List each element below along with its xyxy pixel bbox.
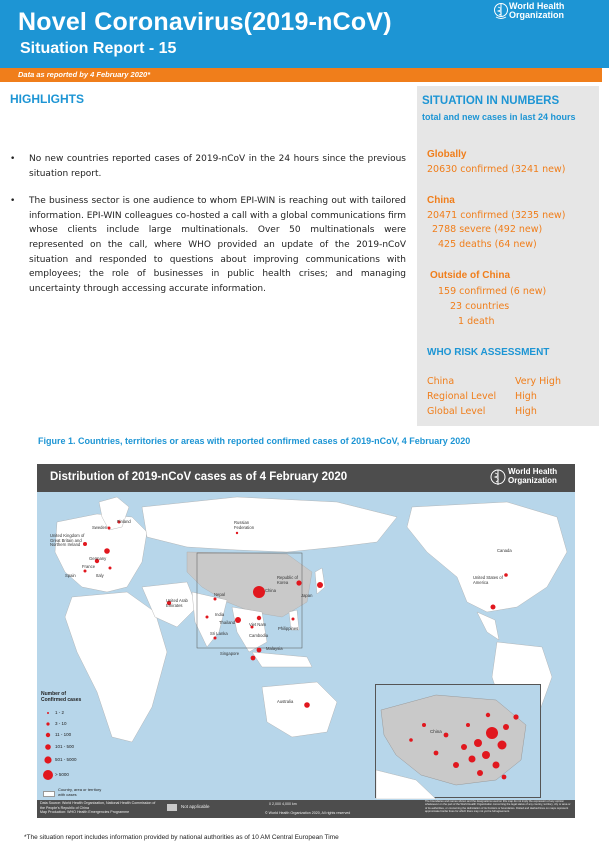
inset-marker bbox=[503, 724, 509, 730]
label-australia: Australia bbox=[277, 699, 294, 704]
risk-title: WHO RISK ASSESSMENT bbox=[427, 347, 550, 358]
globally-label: Globally bbox=[427, 149, 467, 160]
map-title-bar bbox=[37, 464, 575, 492]
risk-level-value: Very High bbox=[515, 376, 561, 387]
legend-marker-3 bbox=[46, 733, 50, 737]
label-korea: Republic of Korea bbox=[277, 575, 298, 585]
inset-marker bbox=[502, 775, 507, 780]
legend-marker-2 bbox=[46, 722, 49, 725]
label-srilanka: Sri Lanka bbox=[210, 631, 228, 636]
label-thailand: Thailand bbox=[219, 620, 236, 625]
case-marker-philippines bbox=[292, 618, 295, 621]
legend-country-note: Country, area or territory with cases bbox=[58, 787, 102, 797]
label-vietnam: Viet Nam bbox=[249, 622, 267, 627]
map-who-line1: World Health bbox=[508, 467, 558, 476]
highlights-list bbox=[10, 152, 406, 309]
highlights-heading: HIGHLIGHTS bbox=[10, 92, 84, 106]
inset-marker bbox=[477, 770, 483, 776]
china-inset-map bbox=[375, 684, 541, 798]
inset-marker bbox=[482, 751, 490, 759]
case-marker-singapore bbox=[251, 656, 256, 661]
risk-level-label: China bbox=[427, 376, 455, 387]
label-russia: Russian Federation bbox=[234, 520, 255, 530]
report-header bbox=[0, 0, 609, 68]
china-label: China bbox=[427, 195, 455, 206]
case-marker-sweden bbox=[108, 527, 111, 530]
label-italy: Italy bbox=[96, 573, 104, 578]
legend-marker-5 bbox=[44, 756, 51, 763]
inset-marker bbox=[453, 762, 459, 768]
map-title: Distribution of 2019-nCoV cases as of 4 February 2020 bbox=[50, 471, 348, 483]
legend-item: 101 - 500 bbox=[55, 744, 75, 749]
map-scale: 0 2,000 4,000 km bbox=[269, 802, 297, 806]
legend-item: 501 - 5000 bbox=[55, 757, 77, 762]
china-confirmed: 20471 confirmed (3235 new) bbox=[427, 210, 566, 221]
label-uae: United Arab Emirates bbox=[166, 598, 188, 608]
case-marker-australia bbox=[304, 702, 310, 708]
highlight-bullet: • No new countries reported cases of 2019-nCoV in the 24 hours since the previous situation report. bbox=[10, 152, 406, 181]
inset-marker bbox=[469, 756, 476, 763]
case-marker-russia bbox=[236, 532, 238, 534]
map-disclaimer: The boundaries and names shown and the designations used on this map do not imply the expression of any opinion whatsoever on the part of the World Health Organization concerning the legal status of any country, territory, city or area or of its authorities, or concerning the delimitation of its frontiers or boundaries. Dotted and dashed lines on maps represent approximate border lines for which there may not yet be full agreement. bbox=[425, 800, 571, 814]
who-emblem-icon bbox=[493, 2, 509, 20]
highlight-bullet: • The business sector is one audience to whom EPI-WIN is reaching out with tailored information. EPI-WIN colleagues co-hosted a call with a global communications firm whose clients include large multinationals. Over 50 multinationals were represented on the call, where WHO provided an update of the 2019-nCoV situation and responded to questions about improving communications with employees; the role of businesses in public health crises; and managing uncertainty through accessing accurate information. bbox=[10, 194, 406, 296]
case-marker-china bbox=[253, 586, 265, 598]
case-marker-malaysia bbox=[257, 648, 262, 653]
inset-marker bbox=[474, 739, 482, 747]
china-inset-svg bbox=[376, 685, 542, 799]
china-deaths: 425 deaths (64 new) bbox=[438, 239, 537, 250]
risk-level-value: High bbox=[515, 391, 537, 402]
who-emblem-icon bbox=[489, 468, 507, 488]
legend-country-swatch bbox=[43, 791, 55, 797]
reported-date-bar bbox=[0, 68, 602, 82]
risk-level-value: High bbox=[515, 406, 537, 417]
japan-landmass bbox=[315, 568, 325, 594]
case-distribution-map bbox=[37, 464, 575, 818]
risk-level-label: Global Level bbox=[427, 406, 486, 417]
inset-marker bbox=[486, 713, 490, 717]
inset-marker bbox=[466, 723, 470, 727]
inset-marker bbox=[493, 762, 500, 769]
inset-marker bbox=[422, 723, 426, 727]
label-spain: Spain bbox=[65, 573, 76, 578]
label-china: China bbox=[265, 588, 276, 593]
australia-landmass bbox=[262, 682, 337, 737]
indonesia-landmass bbox=[252, 652, 312, 667]
label-japan: Japan bbox=[301, 593, 313, 598]
legend-item: 11 - 100 bbox=[55, 732, 72, 737]
case-marker-thailand bbox=[235, 617, 241, 623]
label-finland: Finland bbox=[117, 519, 131, 524]
map-who-line2: Organization bbox=[508, 476, 557, 485]
outside-deaths: 1 death bbox=[458, 316, 495, 327]
report-title: Novel Coronavirus(2019-nCoV) bbox=[18, 8, 392, 36]
legend-title: Number of Confirmed cases bbox=[41, 691, 82, 703]
china-inset-landmass bbox=[381, 695, 526, 785]
label-sweden: Sweden bbox=[92, 525, 108, 530]
legend-marker-1 bbox=[47, 712, 49, 714]
case-marker-japan bbox=[317, 582, 323, 588]
inset-marker bbox=[409, 738, 413, 742]
inset-marker bbox=[486, 727, 498, 739]
legend-item: 3 - 10 bbox=[55, 721, 67, 726]
label-nepal: Nepal bbox=[214, 592, 225, 597]
map-legend bbox=[41, 691, 109, 788]
label-usa: United States of America bbox=[473, 575, 503, 585]
label-uk: United Kingdom of Great Britain and Northern Ireland bbox=[50, 533, 85, 548]
case-marker-spain bbox=[84, 570, 87, 573]
southeast-asia-landmass bbox=[232, 607, 267, 652]
map-data-source: Data Source: World Health Organization, National Health Commission of the People's Republic of China bbox=[40, 801, 156, 810]
russia-landmass bbox=[142, 497, 397, 552]
inset-marker bbox=[513, 714, 518, 719]
case-marker-vietnam bbox=[257, 616, 261, 620]
case-marker-italy bbox=[109, 567, 112, 570]
report-subtitle: Situation Report - 15 bbox=[20, 40, 177, 57]
legend-item: 1 - 2 bbox=[55, 710, 65, 715]
not-applicable-swatch bbox=[167, 804, 177, 811]
reported-date: Data as reported by 4 February 2020* bbox=[18, 70, 151, 79]
situation-panel bbox=[417, 86, 599, 426]
label-singapore: Singapore bbox=[220, 651, 240, 656]
risk-level-label: Regional Level bbox=[427, 391, 497, 402]
inset-marker bbox=[434, 751, 439, 756]
inset-marker bbox=[461, 744, 467, 750]
outside-label: Outside of China bbox=[430, 270, 510, 281]
map-who-text bbox=[508, 467, 557, 485]
map-footer bbox=[37, 800, 575, 818]
footnote: *The situation report includes information provided by national authorities as of 10 AM Central European Time bbox=[24, 834, 339, 841]
north-america-landmass bbox=[407, 502, 567, 612]
label-malaysia: Malaysia bbox=[266, 646, 283, 651]
globally-confirmed: 20630 confirmed (3241 new) bbox=[427, 164, 566, 175]
label-germany: Germany bbox=[89, 556, 107, 561]
map-copyright: © World Health Organization 2020, All rights reserved bbox=[265, 811, 351, 815]
label-philippines: Philippines bbox=[278, 626, 299, 631]
situation-title: SITUATION IN NUMBERS bbox=[422, 95, 560, 107]
legend-markers bbox=[41, 691, 109, 788]
who-logo-line2: Organization bbox=[509, 10, 565, 20]
who-logo-line1: World Health bbox=[509, 1, 565, 11]
case-marker-srilanka bbox=[214, 637, 217, 640]
not-applicable-label: Not applicable bbox=[181, 804, 210, 809]
inset-label-china: China bbox=[430, 729, 442, 734]
who-logo-text bbox=[509, 2, 564, 20]
inset-marker bbox=[444, 733, 449, 738]
outside-confirmed: 159 confirmed (6 new) bbox=[438, 286, 547, 297]
label-india: India bbox=[215, 612, 225, 617]
label-france: France bbox=[82, 564, 96, 569]
situation-subtitle: total and new cases in last 24 hours bbox=[422, 112, 576, 122]
central-america-landmass bbox=[477, 612, 499, 640]
outside-countries: 23 countries bbox=[450, 301, 510, 312]
case-marker-india bbox=[206, 616, 209, 619]
legend-item: > 5000 bbox=[55, 772, 69, 777]
legend-marker-6 bbox=[43, 770, 53, 780]
case-marker-usa bbox=[491, 605, 496, 610]
inset-marker bbox=[498, 741, 507, 750]
case-marker-nepal bbox=[214, 598, 217, 601]
china-severe: 2788 severe (492 new) bbox=[432, 224, 543, 235]
map-production: Map Production: WHO Health Emergencies Programme bbox=[40, 810, 130, 814]
case-marker-germany bbox=[104, 548, 110, 554]
figure-caption: Figure 1. Countries, territories or areas with reported confirmed cases of 2019-nCoV, 4 February 2020 bbox=[38, 436, 471, 446]
label-cambodia: Cambodia bbox=[249, 633, 269, 638]
label-canada: Canada bbox=[497, 548, 512, 553]
legend-marker-4 bbox=[45, 744, 51, 750]
